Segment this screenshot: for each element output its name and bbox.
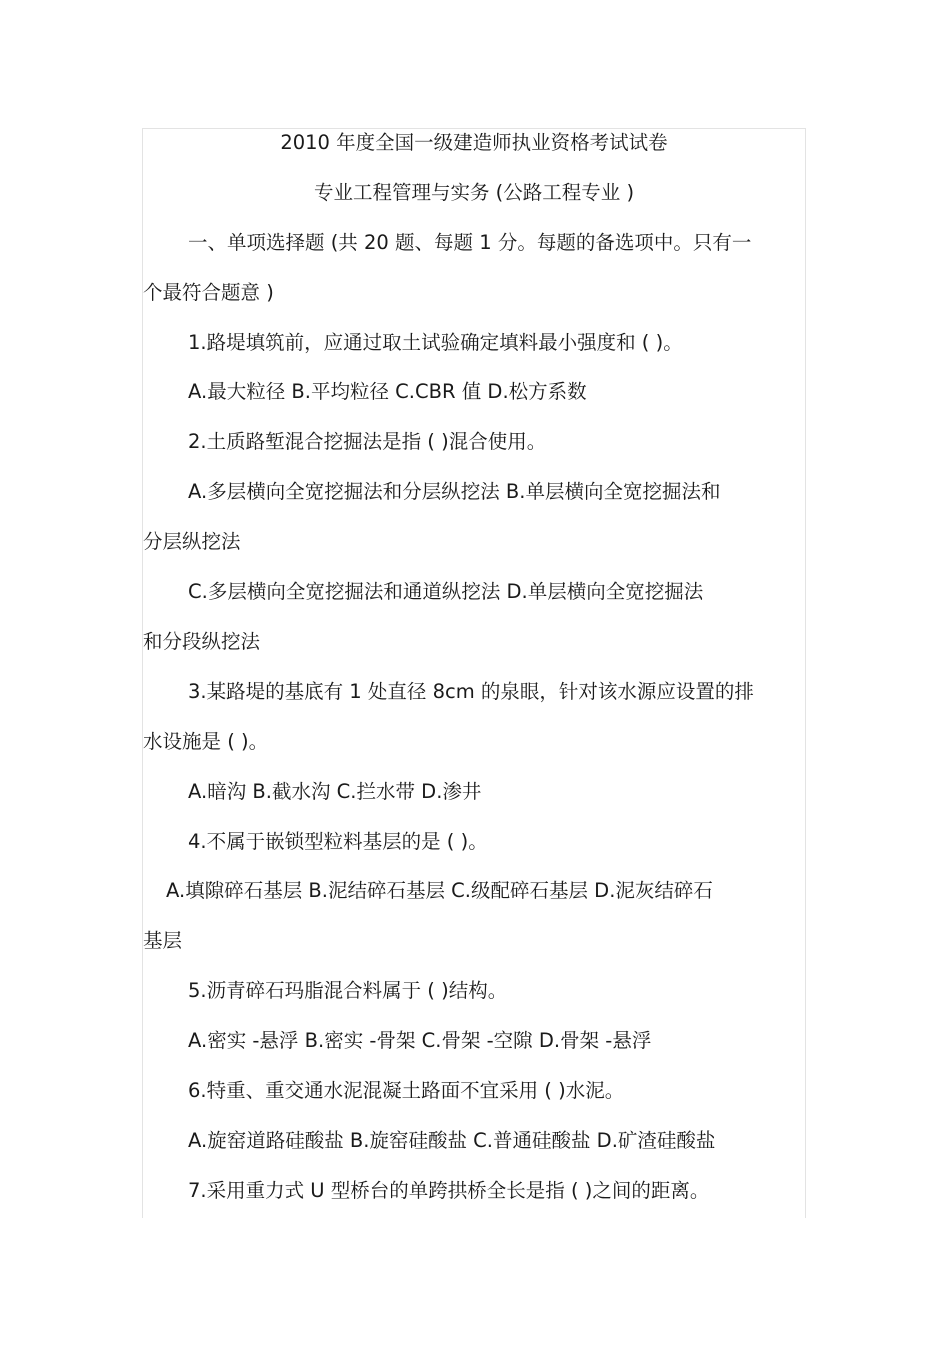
question-2-stem: 2.土质路堑混合挖掘法是指 ( )混合使用。: [188, 430, 547, 453]
question-3-stem-continued: 水设施是 ( )。: [143, 730, 269, 753]
question-2-options-continued: 分层纵挖法: [143, 530, 241, 553]
section-heading: 一、单项选择题 (共 20 题、每题 1 分。每题的备选项中。只有一: [188, 231, 752, 254]
question-1-options: A.最大粒径 B.平均粒径 C.CBR 值 D.松方系数: [188, 380, 587, 403]
question-3-stem: 3.某路堤的基底有 1 处直径 8cm 的泉眼，针对该水源应设置的排: [188, 680, 754, 703]
document-subtitle: 专业工程管理与实务 (公路工程专业 ): [313, 181, 635, 204]
question-1-stem: 1.路堤填筑前，应通过取土试验确定填料最小强度和 ( )。: [188, 331, 683, 354]
question-4-stem: 4.不属于嵌锁型粒料基层的是 ( )。: [188, 830, 488, 853]
question-2-options: A.多层横向全宽挖掘法和分层纵挖法 B.单层横向全宽挖掘法和: [188, 480, 721, 503]
question-6-options: A.旋窑道路硅酸盐 B.旋窑硅酸盐 C.普通硅酸盐 D.矿渣硅酸盐: [188, 1129, 716, 1152]
question-4-options-continued: 基层: [143, 929, 183, 952]
question-2-options: C.多层横向全宽挖掘法和通道纵挖法 D.单层横向全宽挖掘法: [188, 580, 704, 603]
question-2-options-continued: 和分段纵挖法: [143, 630, 261, 653]
section-heading-continued: 个最符合题意 ): [143, 281, 274, 304]
question-3-options: A.暗沟 B.截水沟 C.拦水带 D.渗井: [188, 780, 482, 803]
question-5-stem: 5.沥青碎石玛脂混合料属于 ( )结构。: [188, 979, 508, 1002]
question-7-stem: 7.采用重力式 U 型桥台的单跨拱桥全长是指 ( )之间的距离。: [188, 1179, 710, 1202]
question-6-stem: 6.特重、重交通水泥混凝土路面不宜采用 ( )水泥。: [188, 1079, 625, 1102]
document-title: 2010 年度全国一级建造师执业资格考试试卷: [280, 131, 668, 154]
question-5-options: A.密实 -悬浮 B.密实 -骨架 C.骨架 -空隙 D.骨架 -悬浮: [188, 1029, 652, 1052]
question-4-options: A.填隙碎石基层 B.泥结碎石基层 C.级配碎石基层 D.泥灰结碎石: [166, 879, 713, 902]
